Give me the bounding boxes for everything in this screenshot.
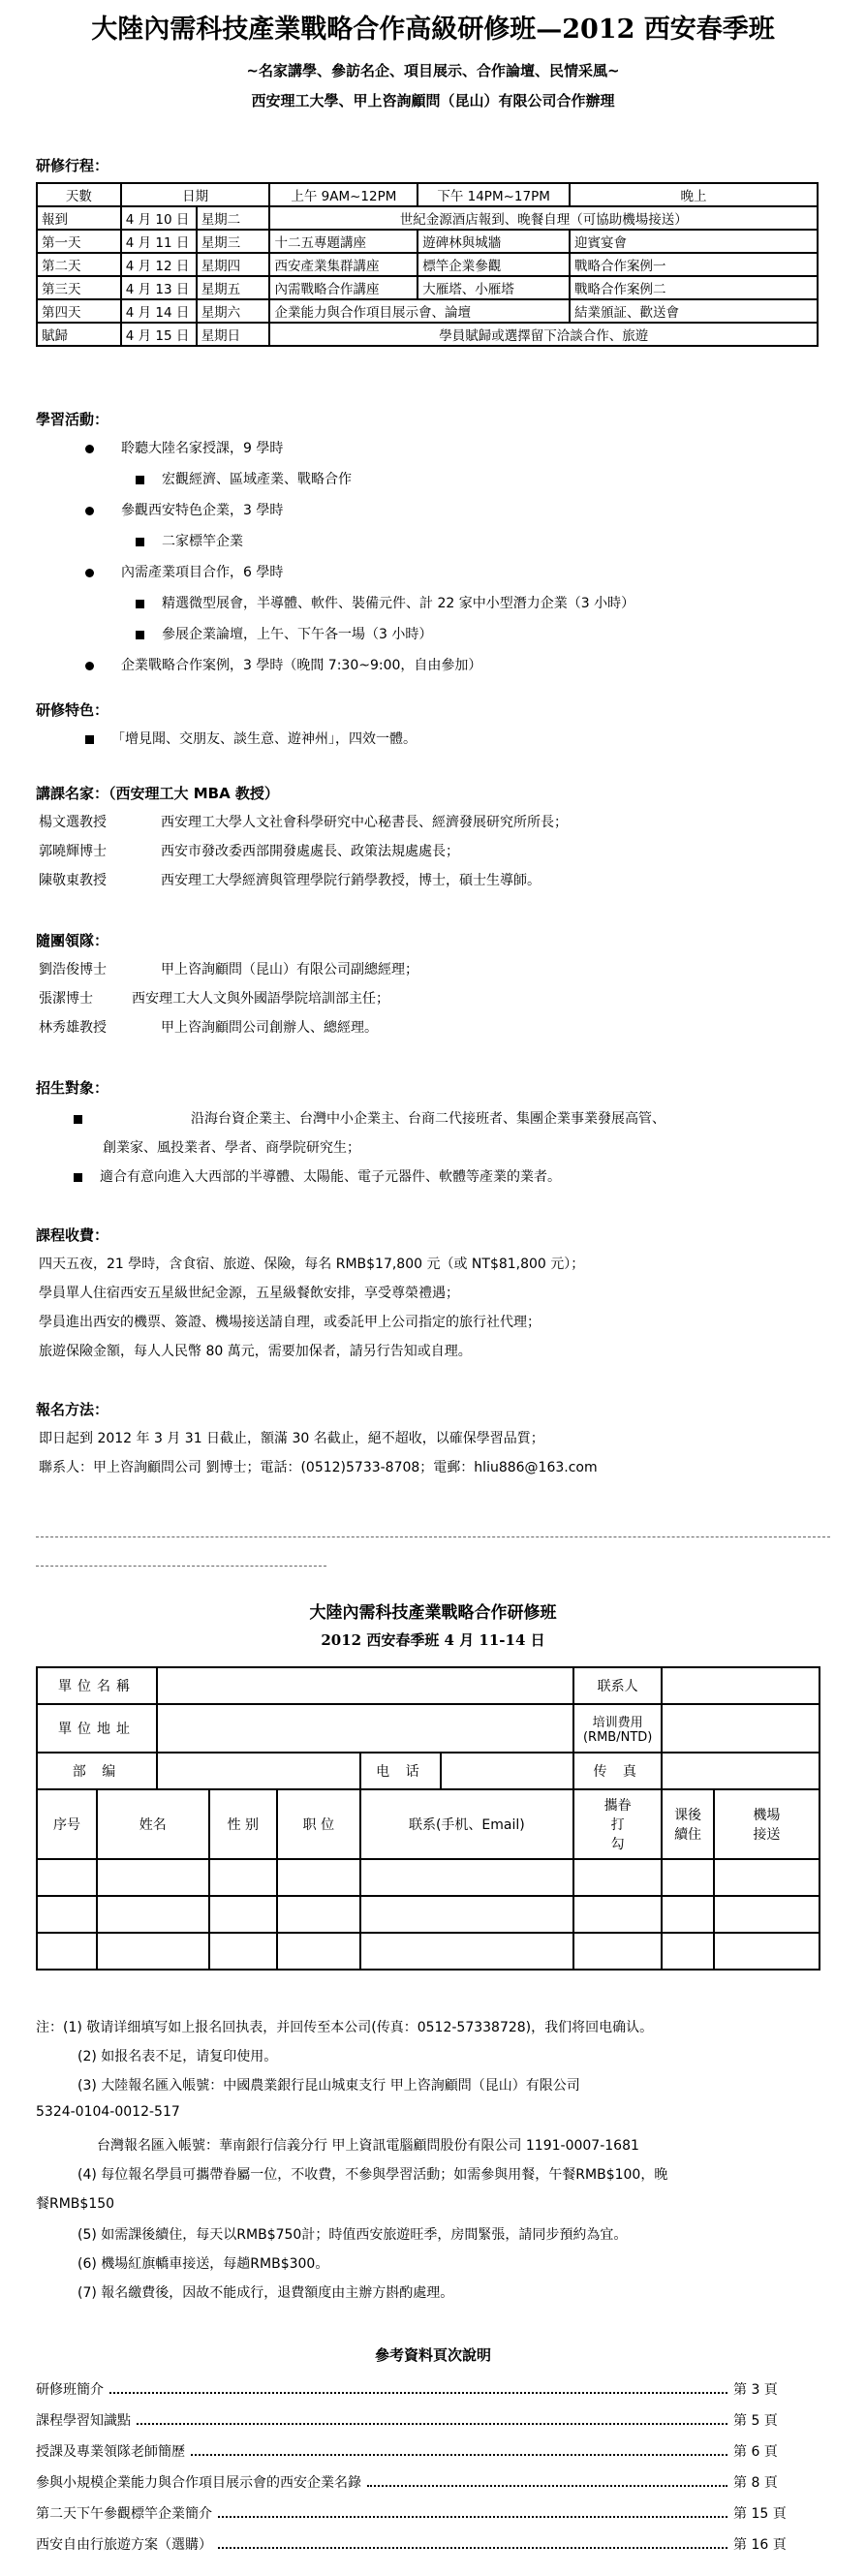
cell-span: 世紀金源酒店報到、晚餐自理（可協助機場接送）: [269, 206, 818, 230]
note-line: (7) 報名繳費後，因故不能成行，退費額度由主辦方斟酌處理。: [77, 2285, 454, 2301]
cell-family[interactable]: [573, 1896, 662, 1933]
cell-weekday: 星期三: [197, 230, 270, 253]
lecturers-heading: 講課名家：（西安理工大 MBA 教授）: [36, 785, 279, 802]
signup-heading: 報名方法：: [36, 1401, 109, 1418]
toc-row: 第二天下午參觀標竿企業簡介 第 15 頁: [36, 2506, 787, 2522]
cell-index[interactable]: [37, 1933, 97, 1970]
fee-line: 旅遊保險金額，每人人民幣 80 萬元，需要加保者，請另行告知或自理。: [39, 1344, 472, 1359]
schedule-header-row: [37, 183, 818, 206]
cell-date: 4 月 11 日: [121, 230, 197, 253]
features-heading: 研修特色：: [36, 701, 109, 719]
col-pm: 下午 14PM~17PM: [418, 183, 570, 206]
schedule-row: [37, 230, 818, 253]
fee-line: 四天五夜，21 學時，含食宿、旅遊、保險，每名 RMB$17,800 元（或 NT$81,800 元）；: [39, 1257, 585, 1272]
label-unit-address: 單位地址: [37, 1704, 157, 1753]
col-gender: 性 别: [209, 1789, 278, 1859]
col-day: 天數: [37, 183, 121, 206]
cell-weekday: 星期五: [197, 276, 270, 299]
label-dept: 部 编: [37, 1753, 157, 1789]
list-item: 聆聽大陸名家授課，9 學時: [85, 438, 283, 457]
cell-pm: 遊碑林與城牆: [418, 230, 570, 253]
cell-am: 西安產業集群講座: [269, 253, 418, 276]
cell-date: 4 月 14 日: [121, 299, 197, 323]
table-row: [37, 1859, 820, 1896]
note-line: 注：(1) 敬请详细填写如上报名回执表，并回传至本公司(传真：0512-57338728)，我们将回电确认。: [36, 2020, 654, 2035]
cell-name[interactable]: [97, 1933, 209, 1970]
cell-weekday: 星期二: [197, 206, 270, 230]
toc-title: 參考資料頁次說明: [374, 2346, 491, 2364]
label-contact: 联系人: [573, 1667, 662, 1704]
fee-line: 學員單人住宿西安五星級世紀金源，五星級餐飲安排，享受尊榮禮遇；: [39, 1286, 459, 1301]
lecturer-row: 陳敬東教授 西安理工大學經濟與管理學院行銷學教授，博士，碩士生導師。: [39, 873, 541, 888]
audience-heading: 招生對象：: [36, 1079, 109, 1097]
cell-day: 賦歸: [37, 323, 121, 346]
col-index: 序号: [37, 1789, 97, 1859]
toc-row: 參與小規模企業能力與合作項目展示會的西安企業名錄 第 8 頁: [36, 2475, 778, 2491]
cell-weekday: 星期六: [197, 299, 270, 323]
schedule-row: [37, 323, 818, 346]
label-fax: 传 真: [573, 1753, 662, 1789]
cell-airport[interactable]: [714, 1859, 820, 1896]
cell-index[interactable]: [37, 1859, 97, 1896]
cell-day: 第四天: [37, 299, 121, 323]
cell-contact[interactable]: [360, 1933, 573, 1970]
list-item: 二家標竿企業: [136, 531, 243, 550]
col-airport: 機場 接送: [714, 1789, 820, 1859]
phone-field[interactable]: [441, 1753, 573, 1789]
cell-position[interactable]: [277, 1859, 360, 1896]
fax-field[interactable]: [662, 1753, 820, 1789]
note-line: 台灣報名匯入帳號：華南銀行信義分行 甲上資訊電腦顧問股份有限公司 1191-0007-1681: [97, 2138, 639, 2154]
dept-field[interactable]: [157, 1753, 360, 1789]
form-row-dept: [37, 1753, 820, 1789]
cell-pm: 大雁塔、小雁塔: [418, 276, 570, 299]
bullet-icon: [85, 507, 94, 515]
organizers: 西安理工大學、甲上咨詢顧問（昆山）有限公司合作辦理: [251, 92, 615, 109]
page-title: 大陸內需科技產業戰略合作高級研修班—2012 西安春季班: [91, 15, 775, 45]
form-row-address: [37, 1704, 820, 1753]
cell-date: 4 月 12 日: [121, 253, 197, 276]
cell-day: 第二天: [37, 253, 121, 276]
col-am: 上午 9AM~12PM: [269, 183, 418, 206]
col-extend-stay: 课後 續住: [662, 1789, 713, 1859]
leader-row: 張潔博士 西安理工大人文與外國語學院培訓部主任；: [39, 991, 389, 1007]
toc-row: 西安自由行旅遊方案（選購） 第 16 頁: [36, 2537, 787, 2553]
list-item: 宏觀經濟、區域產業、戰略合作: [136, 469, 352, 488]
cell-gender[interactable]: [209, 1933, 278, 1970]
leader-row: 劉浩俊博士 甲上咨詢顧問（昆山）有限公司副總經理；: [39, 962, 418, 978]
toc-row: 課程學習知識點 第 5 頁: [36, 2413, 778, 2429]
fee-field[interactable]: [662, 1704, 820, 1753]
schedule-row: [37, 276, 818, 299]
bullet-icon: [85, 569, 94, 577]
label-phone: 电 话: [360, 1753, 441, 1789]
note-line: (3) 大陸報名匯入帳號：中國農業銀行昆山城東支行 甲上咨詢顧問（昆山）有限公司: [77, 2078, 580, 2094]
audience-item-cont: 創業家、風投業者、學者、商學院研究生；: [103, 1140, 360, 1156]
bullet-icon: [74, 1115, 82, 1124]
cell-eve: 結業頒証、歡送會: [570, 299, 818, 323]
list-item: 參展企業論壇，上午、下午各一場（3 小時）: [136, 624, 432, 643]
cell-position[interactable]: [277, 1896, 360, 1933]
table-row: [37, 1896, 820, 1933]
leader-row: 林秀雄教授 甲上咨詢顧問公司創辦人、總經理。: [39, 1020, 378, 1036]
cell-date: 4 月 15 日: [121, 323, 197, 346]
lecturer-row: 楊文選教授 西安理工大學人文社會科學研究中心秘書長、經濟發展研究所所長；: [39, 815, 568, 830]
cell-eve: 迎賓宴會: [570, 230, 818, 253]
note-line: 5324-0104-0012-517: [36, 2104, 180, 2120]
bullet-icon: [85, 445, 94, 453]
cell-day: 第一天: [37, 230, 121, 253]
learning-heading: 學習活動：: [36, 411, 109, 428]
cell-am: 十二五專題講座: [269, 230, 418, 253]
cell-eve: 戰略合作案例二: [570, 276, 818, 299]
col-position: 职 位: [277, 1789, 360, 1859]
cell-weekday: 星期四: [197, 253, 270, 276]
cell-extend[interactable]: [662, 1859, 713, 1896]
schedule-row: [37, 299, 818, 323]
list-item: 企業戰略合作案例，3 學時（晚間 7:30~9:00，自由參加）: [85, 655, 481, 674]
bullet-icon: [136, 631, 144, 639]
bullet-icon: [136, 600, 144, 608]
cut-line: [36, 1536, 830, 1537]
cell-family[interactable]: [573, 1933, 662, 1970]
feature-item: 「增見聞、交朋友、談生意、遊神州」，四效一體。: [85, 729, 417, 748]
cell-ampm: 企業能力與合作項目展示會、論壇: [269, 299, 570, 323]
cut-line: [36, 1566, 326, 1567]
label-unit-name: 單位名稱: [37, 1667, 157, 1704]
page-subtitle: ~名家講學、參訪名企、項目展示、合作論壇、民情采風~: [246, 62, 620, 79]
col-name: 姓名: [97, 1789, 209, 1859]
bullet-icon: [85, 662, 94, 670]
signup-contact: 聯系人：甲上咨詢顧問公司 劉博士；電話：(0512)5733-8708；電郵：hliu886@163.com: [39, 1460, 598, 1475]
form-row-unit: [37, 1667, 820, 1704]
schedule-table: [36, 182, 819, 347]
cell-eve: 戰略合作案例一: [570, 253, 818, 276]
schedule-row: [37, 206, 818, 230]
fee-line: 學員進出西安的機票、簽證、機場接送請自理，或委託甲上公司指定的旅行社代理；: [39, 1315, 541, 1330]
list-item: 內需產業項目合作，6 學時: [85, 562, 283, 581]
note-line: (4) 每位報名學員可攜帶眷屬一位，不收費，不參與學習活動；如需參與用餐，午餐RMB$100，晚: [77, 2167, 668, 2183]
form-subtitle: 2012 西安春季班 4 月 11-14 日: [321, 1631, 545, 1649]
bullet-icon: [136, 476, 144, 484]
registration-form: [36, 1666, 820, 1971]
note-line: (6) 機場紅旗轎車接送，每趟RMB$300。: [77, 2256, 329, 2272]
toc-row: 授課及專業領隊老師簡歷 第 6 頁: [36, 2444, 778, 2460]
fees-heading: 課程收費：: [36, 1226, 109, 1244]
form-title: 大陸內需科技產業戰略合作研修班: [309, 1603, 557, 1623]
cell-pm: 標竿企業參觀: [418, 253, 570, 276]
col-eve: 晚上: [570, 183, 818, 206]
toc-row: 研修班簡介 第 3 頁: [36, 2382, 778, 2398]
bullet-icon: [85, 735, 94, 744]
cell-contact[interactable]: [360, 1859, 573, 1896]
audience-item: 沿海台資企業主、台灣中小企業主、台商二代接班者、集團企業事業發展高管、: [74, 1108, 665, 1128]
cell-contact[interactable]: [360, 1896, 573, 1933]
leaders-heading: 隨團領隊：: [36, 932, 109, 949]
col-contact: 联系(手机、Email): [360, 1789, 573, 1859]
col-date: 日期: [121, 183, 270, 206]
audience-item: 適合有意向進入大西部的半導體、太陽能、電子元器件、軟體等產業的業者。: [74, 1166, 561, 1186]
cell-name[interactable]: [97, 1859, 209, 1896]
note-line: (5) 如需課後續住，每天以RMB$750計；時值西安旅遊旺季，房間緊張，請同步預約為宜。: [77, 2227, 628, 2243]
bullet-icon: [74, 1173, 82, 1182]
note-line: 餐RMB$150: [36, 2196, 115, 2212]
unit-name-field[interactable]: [157, 1667, 573, 1704]
cell-gender[interactable]: [209, 1859, 278, 1896]
list-item: 精選微型展會，半導體、軟件、裝備元件、計 22 家中小型潛力企業（3 小時）: [136, 593, 634, 612]
cell-date: 4 月 10 日: [121, 206, 197, 230]
cell-day: 第三天: [37, 276, 121, 299]
cell-index[interactable]: [37, 1896, 97, 1933]
cell-extend[interactable]: [662, 1896, 713, 1933]
cell-extend[interactable]: [662, 1933, 713, 1970]
cell-day: 報到: [37, 206, 121, 230]
list-item: 參觀西安特色企業，3 學時: [85, 500, 283, 519]
contact-field[interactable]: [662, 1667, 820, 1704]
cell-name[interactable]: [97, 1896, 209, 1933]
form-header-row: [37, 1789, 820, 1859]
label-fee: 培训费用 (RMB/NTD): [573, 1704, 662, 1753]
bullet-icon: [136, 538, 144, 546]
cell-span: 學員賦歸或選擇留下洽談合作、旅遊: [269, 323, 818, 346]
cell-position[interactable]: [277, 1933, 360, 1970]
cell-date: 4 月 13 日: [121, 276, 197, 299]
table-row: [37, 1933, 820, 1970]
cell-gender[interactable]: [209, 1896, 278, 1933]
cell-am: 內需戰略合作講座: [269, 276, 418, 299]
cell-weekday: 星期日: [197, 323, 270, 346]
cell-airport[interactable]: [714, 1933, 820, 1970]
col-family: 攜眷 打 勾: [573, 1789, 662, 1859]
signup-deadline: 即日起到 2012 年 3 月 31 日截止，額滿 30 名截止，絕不超收，以確保學習品質；: [39, 1431, 544, 1446]
cell-airport[interactable]: [714, 1896, 820, 1933]
address-field[interactable]: [157, 1704, 573, 1753]
cell-family[interactable]: [573, 1859, 662, 1896]
lecturer-row: 郭曉輝博士 西安市發改委西部開發處處長、政策法規處處長；: [39, 844, 459, 859]
schedule-heading: 研修行程：: [36, 157, 109, 174]
schedule-row: [37, 253, 818, 276]
note-line: (2) 如报名表不足，请复印使用。: [77, 2049, 278, 2064]
